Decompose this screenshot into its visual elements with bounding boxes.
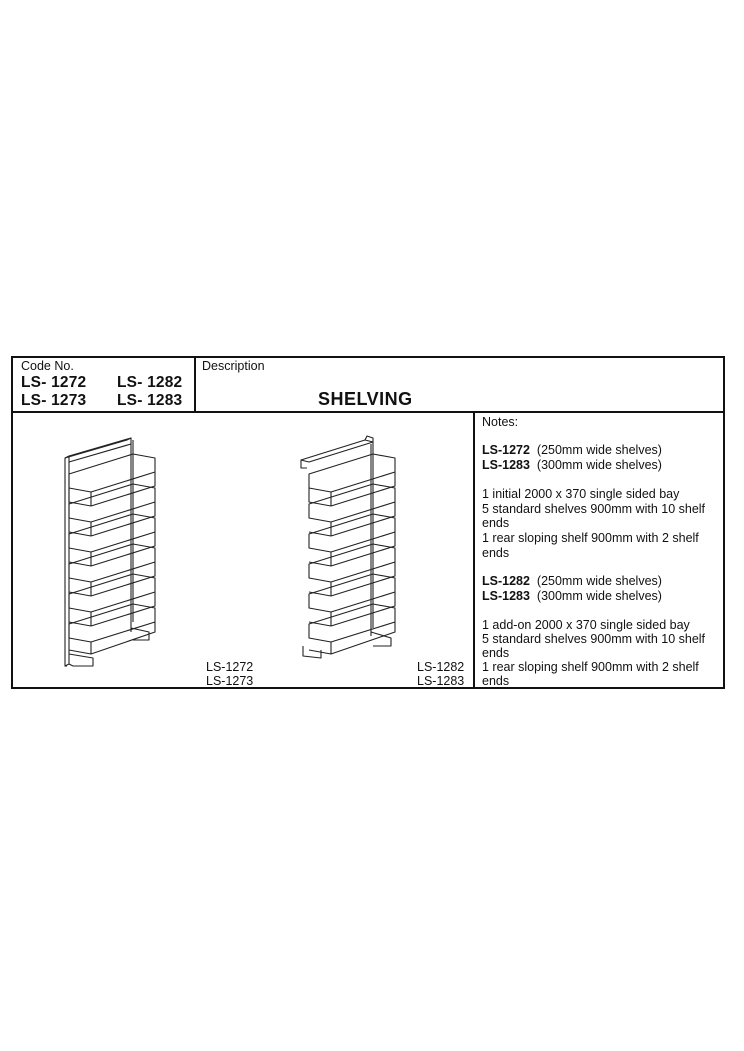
notes-group1-line-a: [482, 443, 662, 458]
page-title: SHELVING: [318, 389, 413, 409]
notes-column-divider: [473, 412, 475, 687]
notes-code: LS-1283: [482, 458, 530, 472]
notes-item: 1 rear sloping shelf 900mm with 2 shelf: [482, 531, 699, 545]
code-ls-1273: LS- 1273: [21, 392, 87, 409]
notes-desc: (250mm wide shelves): [536, 574, 662, 588]
code-label: Code No.: [21, 359, 74, 373]
notes-item: 1 rear sloping shelf 900mm with 2 shelf: [482, 660, 699, 674]
notes-group1-line-b: [482, 458, 662, 473]
notes-item: 1 initial 2000 x 370 single sided bay: [482, 487, 680, 501]
notes-desc: (300mm wide shelves): [536, 458, 662, 472]
notes-code: LS-1282: [482, 574, 530, 588]
header-divider: [13, 411, 723, 413]
initial-bay-illustration: [53, 432, 213, 672]
code-column-divider: [194, 358, 196, 412]
notes-group2-line-b: [482, 589, 662, 604]
notes-item: ends: [482, 674, 510, 688]
notes-desc: (300mm wide shelves): [536, 589, 662, 603]
code-ls-1282: LS- 1282: [117, 374, 183, 391]
notes-item: ends: [482, 546, 510, 560]
spec-sheet: [11, 356, 725, 689]
figure-label-ls-1282: LS-1282: [417, 660, 465, 674]
notes-code: LS-1283: [482, 589, 530, 603]
figure-label-ls-1273: LS-1273: [206, 674, 254, 688]
notes-item: 1 add-on 2000 x 370 single sided bay: [482, 618, 690, 632]
notes-item: ends: [482, 646, 510, 660]
notes-item: 5 standard shelves 900mm with 10 shelf: [482, 502, 706, 516]
figure-label-ls-1272: LS-1272: [206, 660, 254, 674]
notes-item: 5 standard shelves 900mm with 10 shelf: [482, 632, 706, 646]
notes-heading: Notes:: [482, 415, 519, 429]
add-on-bay-illustration: [293, 432, 453, 672]
notes-code: LS-1272: [482, 443, 530, 457]
figure-label-ls-1283: LS-1283: [417, 674, 465, 688]
notes-item: ends: [482, 516, 510, 530]
description-label: Description: [202, 359, 265, 373]
code-ls-1283: LS- 1283: [117, 392, 183, 409]
notes-group2-line-a: [482, 574, 662, 589]
code-ls-1272: LS- 1272: [21, 374, 87, 391]
notes-desc: (250mm wide shelves): [536, 443, 662, 457]
